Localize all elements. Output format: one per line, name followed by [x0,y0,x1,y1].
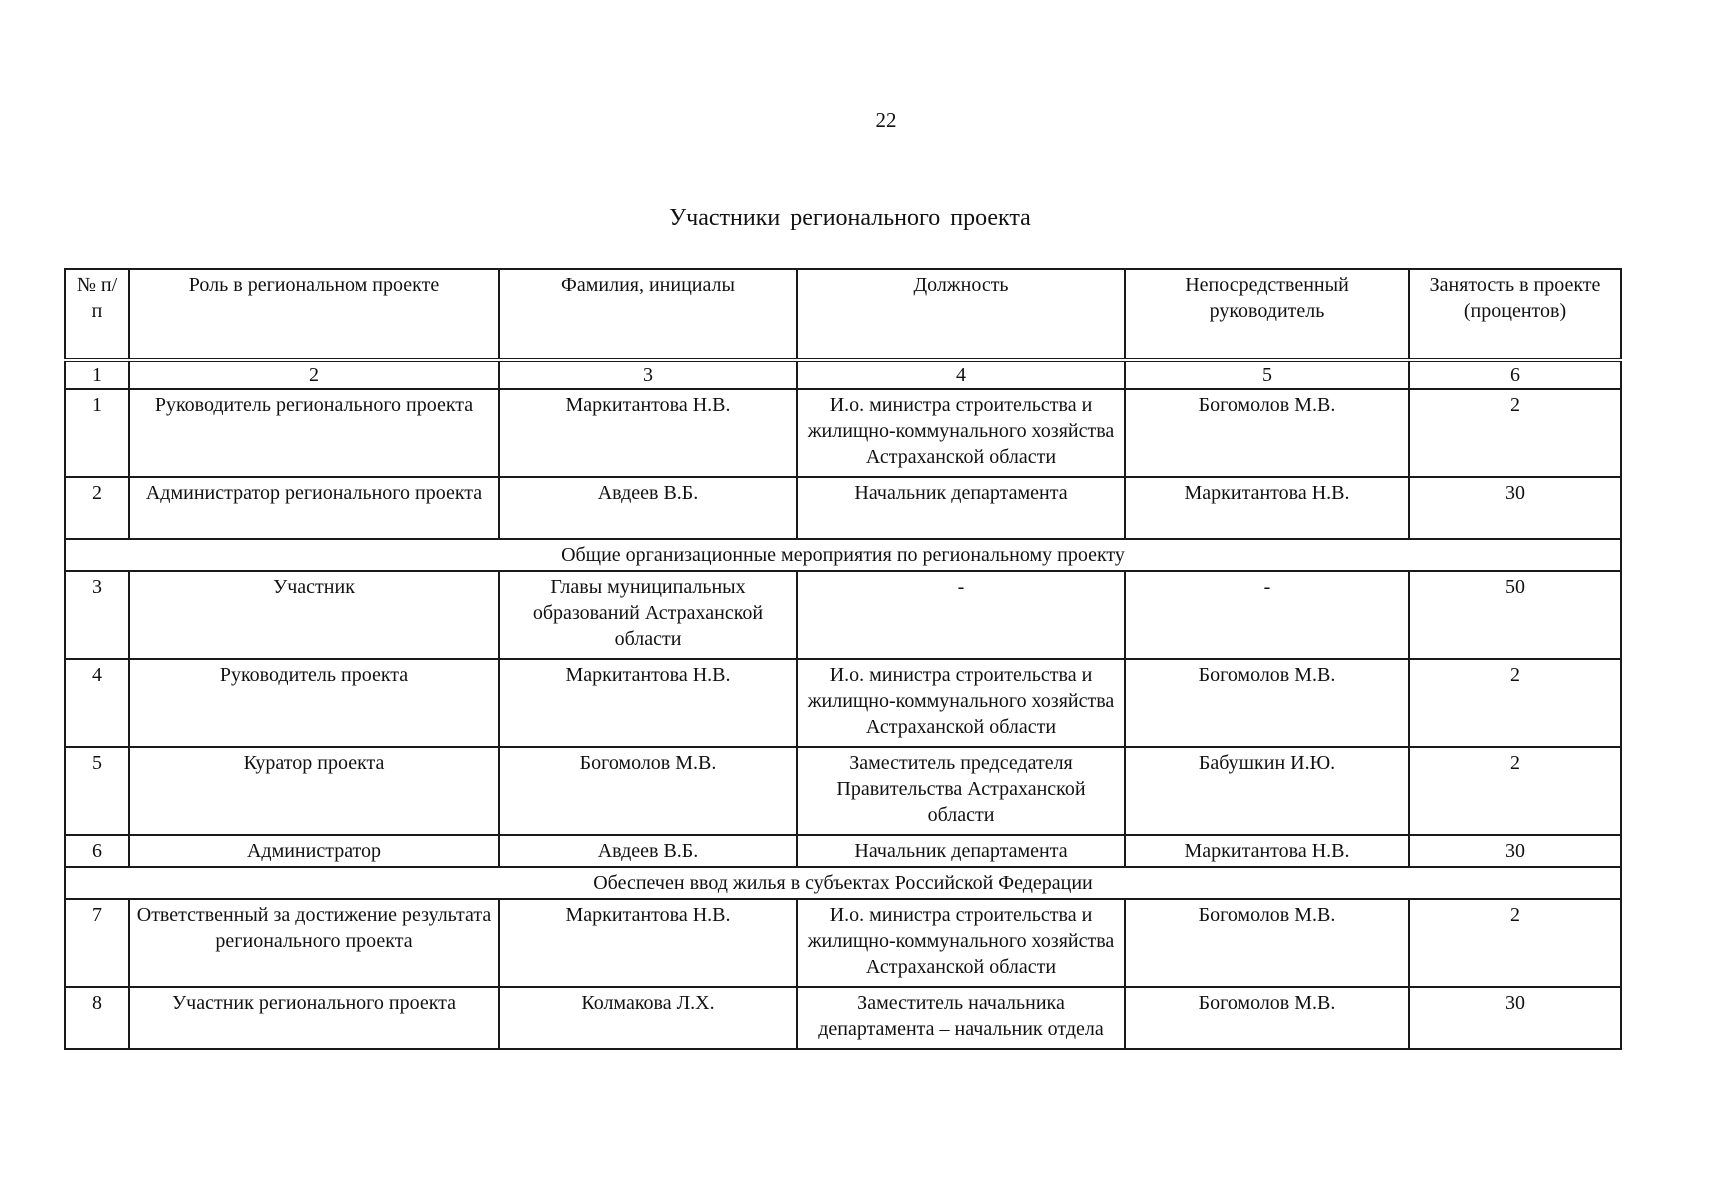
table-row [65,477,1621,539]
row-load: 2 [1409,389,1621,477]
row-name: Главы муниципальных образований Астраханской области [499,571,797,659]
row-position: Начальник департамента [797,477,1125,539]
table-row [65,987,1621,1049]
row-role: Администратор [129,835,499,867]
header-position: Должность [797,269,1125,360]
row-number: 7 [65,899,129,987]
section-row [65,539,1621,571]
document-title: Участники регионального проекта [669,205,1031,231]
column-number: 6 [1409,360,1621,389]
row-load: 30 [1409,477,1621,539]
row-position: Заместитель председателя Правительства Астраханской области [797,747,1125,835]
row-role: Участник [129,571,499,659]
row-number: 4 [65,659,129,747]
column-number: 5 [1125,360,1409,389]
row-number: 3 [65,571,129,659]
table-row [65,899,1621,987]
row-manager: Богомолов М.В. [1125,899,1409,987]
row-position: - [797,571,1125,659]
row-position: Начальник департамента [797,835,1125,867]
row-number: 5 [65,747,129,835]
header-name: Фамилия, инициалы [499,269,797,360]
row-role: Руководитель регионального проекта [129,389,499,477]
page-number: 22 [875,108,897,132]
row-name: Колмакова Л.Х. [499,987,797,1049]
row-role: Куратор проекта [129,747,499,835]
row-load: 50 [1409,571,1621,659]
row-manager: Маркитантова Н.В. [1125,835,1409,867]
row-load: 30 [1409,835,1621,867]
column-number: 4 [797,360,1125,389]
row-load: 30 [1409,987,1621,1049]
table-row [65,389,1621,477]
column-number: 3 [499,360,797,389]
row-name: Авдеев В.Б. [499,477,797,539]
participants-table [64,268,1622,1050]
table-row [65,571,1621,659]
row-load: 2 [1409,747,1621,835]
row-manager: Богомолов М.В. [1125,659,1409,747]
row-manager: Маркитантова Н.В. [1125,477,1409,539]
section-heading: Обеспечен ввод жилья в субъектах Российской Федерации [65,867,1621,899]
row-position: И.о. министра строительства и жилищно-коммунального хозяйства Астраханской области [797,389,1125,477]
row-manager: Богомолов М.В. [1125,987,1409,1049]
row-role: Участник регионального проекта [129,987,499,1049]
row-name: Авдеев В.Б. [499,835,797,867]
row-name: Богомолов М.В. [499,747,797,835]
table-row [65,659,1621,747]
header-role: Роль в региональном проекте [129,269,499,360]
row-position: И.о. министра строительства и жилищно-коммунального хозяйства Астраханской области [797,659,1125,747]
section-heading: Общие организационные мероприятия по региональному проекту [65,539,1621,571]
table-header-row [65,269,1621,360]
section-row [65,867,1621,899]
row-manager: - [1125,571,1409,659]
column-number: 1 [65,360,129,389]
row-number: 2 [65,477,129,539]
row-name: Маркитантова Н.В. [499,659,797,747]
row-role: Ответственный за достижение результата регионального проекта [129,899,499,987]
row-manager: Бабушкин И.Ю. [1125,747,1409,835]
header-load: Занятость в проекте (процентов) [1409,269,1621,360]
row-number: 8 [65,987,129,1049]
row-position: И.о. министра строительства и жилищно-коммунального хозяйства Астраханской области [797,899,1125,987]
header-number: № п/п [65,269,129,360]
header-manager: Непосредственный руководитель [1125,269,1409,360]
row-role: Администратор регионального проекта [129,477,499,539]
row-manager: Богомолов М.В. [1125,389,1409,477]
table-row [65,835,1621,867]
row-name: Маркитантова Н.В. [499,899,797,987]
row-number: 1 [65,389,129,477]
row-load: 2 [1409,659,1621,747]
row-load: 2 [1409,899,1621,987]
column-number: 2 [129,360,499,389]
row-number: 6 [65,835,129,867]
row-role: Руководитель проекта [129,659,499,747]
table-row [65,747,1621,835]
row-position: Заместитель начальника департамента – начальник отдела [797,987,1125,1049]
column-number-row [65,360,1621,389]
row-name: Маркитантова Н.В. [499,389,797,477]
